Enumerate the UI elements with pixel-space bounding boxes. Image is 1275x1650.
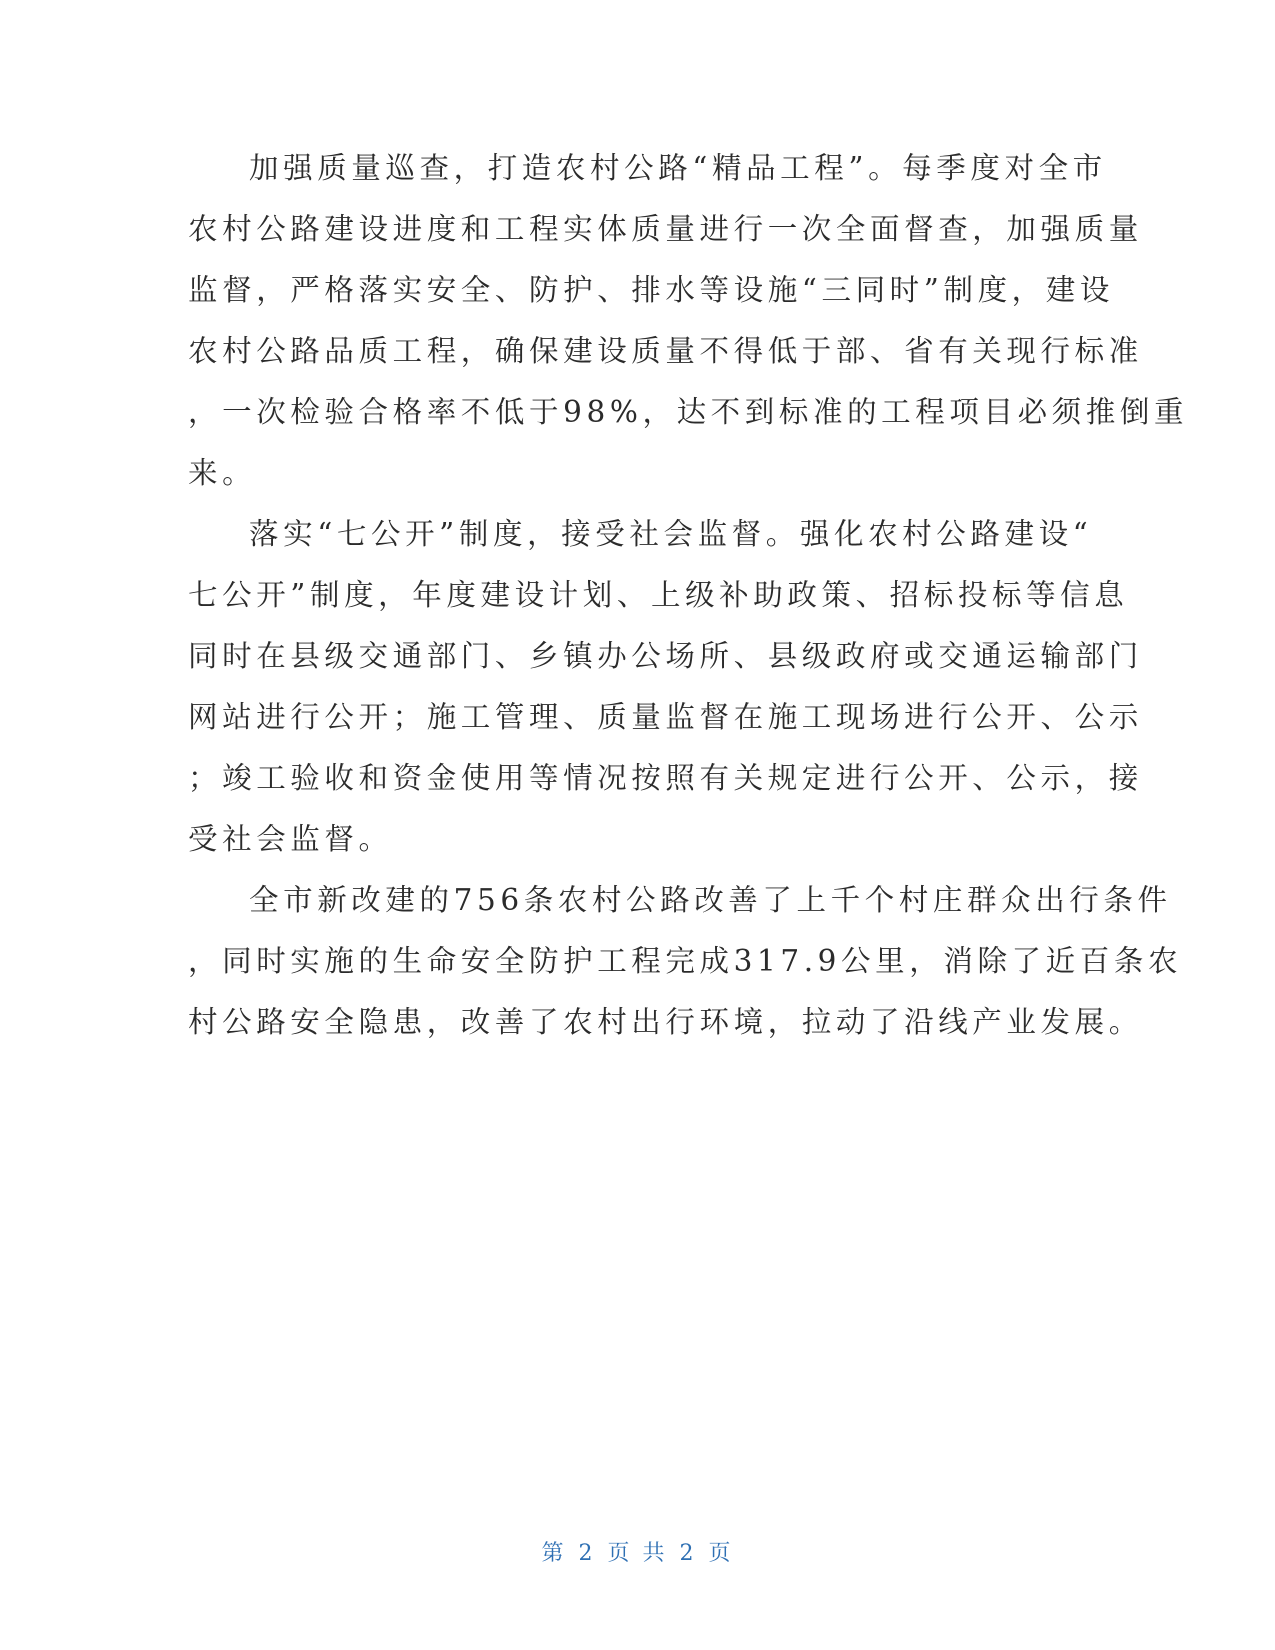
paragraph-2 [188, 504, 1143, 870]
paragraph-3 [188, 870, 1183, 1053]
text-line: ，一次检验合格率不低于98%，达不到标准的工程项目必须推倒重 [188, 395, 1189, 429]
page-footer [0, 1536, 1275, 1567]
text-line: 村公路安全隐患，改善了农村出行环境，拉动了沿线产业发展。 [188, 1005, 1143, 1039]
footer-suffix: 页 [708, 1541, 734, 1566]
paragraph-1 [188, 138, 1189, 504]
text-line: ，同时实施的生命安全防护工程完成317.9公里，消除了近百条农 [188, 944, 1183, 978]
current-page-number: 2 [578, 1541, 596, 1566]
text-line: 来。 [188, 456, 257, 490]
text-line: 监督，严格落实安全、防护、排水等设施“三同时”制度，建设 [188, 273, 1114, 307]
text-line: 落实“七公开”制度，接受社会监督。强化农村公路建设“ [249, 517, 1093, 551]
total-pages-number: 2 [679, 1541, 697, 1566]
text-line: 七公开”制度，年度建设计划、上级补助政策、招标投标等信息 [188, 578, 1129, 612]
text-line: 加强质量巡查，打造农村公路“精品工程”。每季度对全市 [249, 151, 1107, 185]
document-body [188, 138, 1189, 1053]
text-line: 网站进行公开；施工管理、质量监督在施工现场进行公开、公示 [188, 700, 1143, 734]
text-line: 同时在县级交通部门、乡镇办公场所、县级政府或交通运输部门 [188, 639, 1143, 673]
text-line: ；竣工验收和资金使用等情况按照有关规定进行公开、公示，接 [188, 761, 1143, 795]
text-line: 农村公路建设进度和工程实体质量进行一次全面督查，加强质量 [188, 212, 1143, 246]
footer-middle: 页 共 [607, 1541, 668, 1566]
footer-prefix: 第 [541, 1541, 567, 1566]
text-line: 全市新改建的756条农村公路改善了上千个村庄群众出行条件 [249, 883, 1172, 917]
text-line: 农村公路品质工程，确保建设质量不得低于部、省有关现行标准 [188, 334, 1143, 368]
text-line: 受社会监督。 [188, 822, 393, 856]
